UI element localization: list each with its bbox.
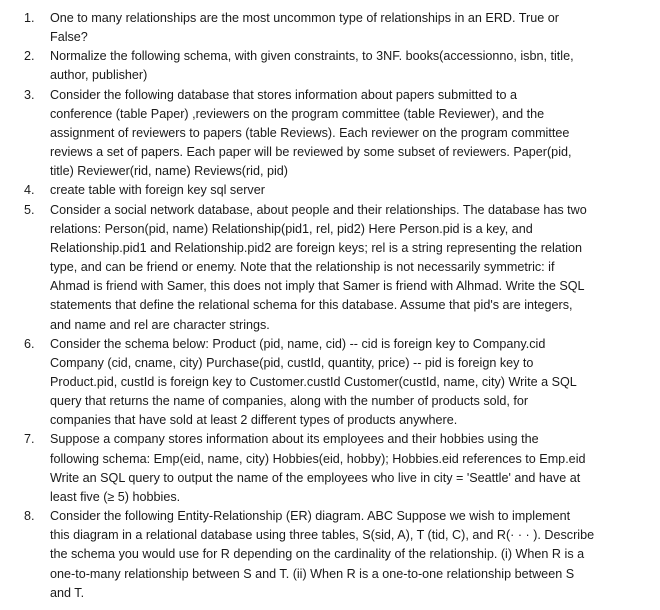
question-text-line: type, and can be friend or enemy. Note that the relationship is not necessarily symmetric: if (50, 260, 555, 275)
question-item (0, 181, 660, 200)
question-number: 8. (24, 509, 35, 524)
question-text-line: query that returns the name of companies, along with the number of products sold, for (50, 394, 529, 409)
question-number: 2. (24, 49, 35, 64)
question-text-line: One to many relationships are the most uncommon type of relationships in an ERD. True or (50, 11, 559, 25)
question-text-line: relations: Person(pid, name) Relationship(pid1, rel, pid2) Here Person.pid is a key, and (50, 221, 533, 236)
question-number: 1. (24, 11, 35, 25)
question-text-line: Ahmad is friend with Samer, this does not imply that Samer is friend with Alhmad. Write the SQL (50, 279, 585, 294)
question-text (50, 201, 630, 335)
question-text-line: author, publisher) (50, 68, 148, 83)
question-text-line: Consider the following Entity-Relationship (ER) diagram. ABC Suppose we wish to implement (50, 509, 571, 524)
question-item (0, 47, 660, 85)
question-item (0, 430, 660, 507)
question-text-line: Product.pid, custId is foreign key to Customer.custId Customer(custId, name, city) Write a SQL (50, 374, 577, 389)
question-text (50, 335, 630, 431)
question-number: 3. (24, 87, 35, 102)
question-text-line: one-to-many relationship between S and T. (ii) When R is a one-to-one relationship between S (50, 566, 575, 581)
question-text-line: Relationship.pid1 and Relationship.pid2 are foreign keys; rel is a string representing the relation (50, 240, 583, 255)
question-text-line: least five (≥ 5) hobbies. (50, 489, 181, 504)
question-text-line: Write an SQL query to output the name of the employees who live in city = 'Seattle' and have at (50, 470, 581, 485)
question-text-line: assignment of reviewers to papers (table Reviews). Each reviewer on the program committee (50, 125, 570, 140)
question-text-line: conference (table Paper) ,reviewers on the program committee (table Reviewer), and the (50, 106, 545, 121)
question-text-line: False? (50, 30, 88, 45)
question-item (0, 9, 660, 47)
question-text (50, 9, 630, 47)
question-text-line: companies that have sold at least 2 different types of products anywhere. (50, 413, 458, 428)
question-text (50, 430, 630, 507)
question-text-line: Consider the following database that stores information about papers submitted to a (50, 87, 517, 102)
question-number: 6. (24, 336, 35, 351)
question-text (50, 507, 630, 603)
question-text-line: and T. (50, 585, 85, 600)
question-text-line: statements that define the relational schema for this database. Assume that pid's are integers, (50, 298, 573, 313)
question-number: 5. (24, 202, 35, 217)
question-text-line: Consider a social network database, about people and their relationships. The database has two (50, 202, 587, 217)
question-text (50, 181, 630, 200)
question-text-line: Suppose a company stores information about its employees and their hobbies using the (50, 432, 539, 447)
question-item (0, 335, 660, 431)
question-text-line: Consider the schema below: Product (pid, name, cid) -- cid is foreign key to Company.cid (50, 336, 546, 351)
question-text-line: title) Reviewer(rid, name) Reviews(rid, pid) (50, 164, 288, 179)
question-text-line: Company (cid, cname, city) Purchase(pid, custId, quantity, price) -- pid is foreign key to (50, 355, 534, 370)
question-text-line: create table with foreign key sql server (50, 183, 265, 198)
question-item (0, 201, 660, 335)
question-text (50, 47, 630, 85)
question-number: 4. (24, 183, 35, 198)
question-text-line: the schema you would use for R depending on the cardinality of the relationship. (i) When R is a (50, 547, 585, 562)
question-text-line: this diagram in a relational database using three tables, S(sid, A), T (tid, C), and R(· · · ). Describe (50, 528, 595, 543)
question-item (0, 86, 660, 182)
question-item (0, 507, 660, 603)
question-text-line: and name and rel are character strings. (50, 317, 270, 332)
question-text-line: Normalize the following schema, with given constraints, to 3NF. books(accessionno, isbn, title, (50, 49, 574, 64)
question-text (50, 86, 630, 182)
question-text-line: following schema: Emp(eid, name, city) Hobbies(eid, hobby); Hobbies.eid references to Emp.eid (50, 451, 586, 466)
question-text-line: reviews a set of papers. Each paper will be reviewed by some subset of reviewers. Paper(pid, (50, 145, 572, 160)
question-list (0, 9, 660, 603)
question-number: 7. (24, 432, 35, 447)
